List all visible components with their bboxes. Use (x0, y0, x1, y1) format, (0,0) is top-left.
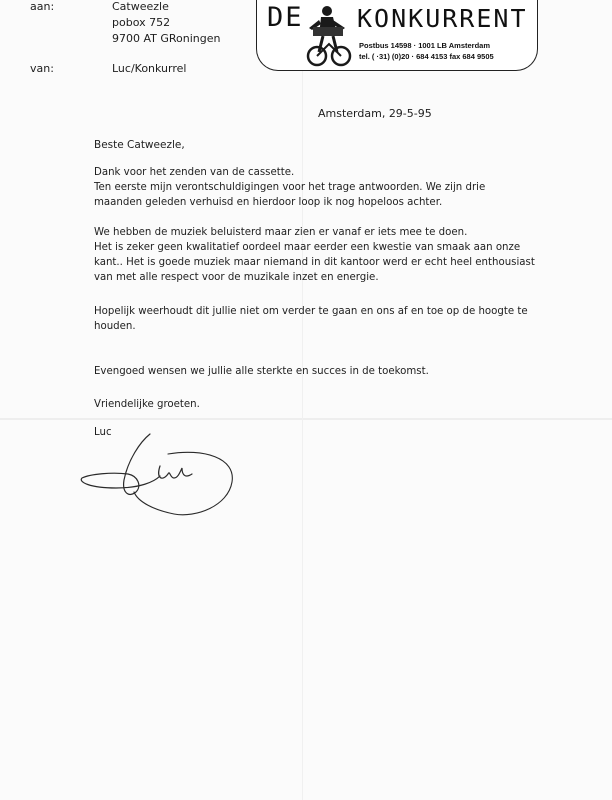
letterhead-address: Postbus 14598 · 1001 LB Amsterdam (359, 41, 491, 50)
paper-fold-vertical (302, 0, 303, 800)
cyclist-icon (303, 2, 355, 68)
paper-fold-horizontal (0, 418, 612, 420)
recipient-line-2: pobox 752 (112, 16, 171, 29)
letterhead-name: KONKURRENT (357, 4, 528, 33)
paragraph-2-line-2: Het is zeker geen kwalitatief oordeel maar eerder een kwestie van smaak aan onze (94, 242, 521, 253)
paragraph-4-line-1: Evengoed wensen we jullie alle sterkte en succes in de toekomst. (94, 366, 429, 377)
letterhead-de: DE (267, 2, 304, 33)
paragraph-1-line-3: maanden geleden verhuisd en hierdoor loop ik nog hopeloos achter. (94, 197, 443, 208)
letterhead-phone: tel. ( ·31) (0)20 · 684 4153 fax 684 9505 (359, 52, 494, 61)
recipient-line-1: Catweezle (112, 0, 169, 13)
paragraph-1-line-1: Dank voor het zenden van de cassette. (94, 167, 295, 178)
sender-value: Luc/Konkurrel (112, 62, 187, 75)
paragraph-3-line-2: houden. (94, 321, 136, 332)
salutation: Beste Catweezle, (94, 139, 185, 151)
signature-name: Luc (94, 427, 112, 438)
letterhead-logo (256, 0, 538, 71)
paragraph-2-line-1: We hebben de muziek beluisterd maar zien er vanaf er iets mee te doen. (94, 227, 468, 238)
handwritten-signature (76, 428, 246, 528)
sender-label: van: (30, 62, 54, 75)
letter-date: Amsterdam, 29-5-95 (318, 107, 432, 120)
paragraph-3-line-1: Hopelijk weerhoudt dit jullie niet om verder te gaan en ons af en toe op de hoogte te (94, 306, 528, 317)
paragraph-1-line-2: Ten eerste mijn verontschuldigingen voor het trage antwoorden. We zijn drie (94, 182, 486, 193)
recipient-line-3: 9700 AT GRoningen (112, 32, 221, 45)
paragraph-2-line-3: kant.. Het is goede muziek maar niemand in dit kantoor werd er echt heel enthousiast (94, 257, 535, 268)
recipient-label: aan: (30, 0, 55, 13)
closing: Vriendelijke groeten. (94, 399, 200, 410)
paragraph-2-line-4: van met alle respect voor de muzikale inzet en energie. (94, 272, 379, 283)
